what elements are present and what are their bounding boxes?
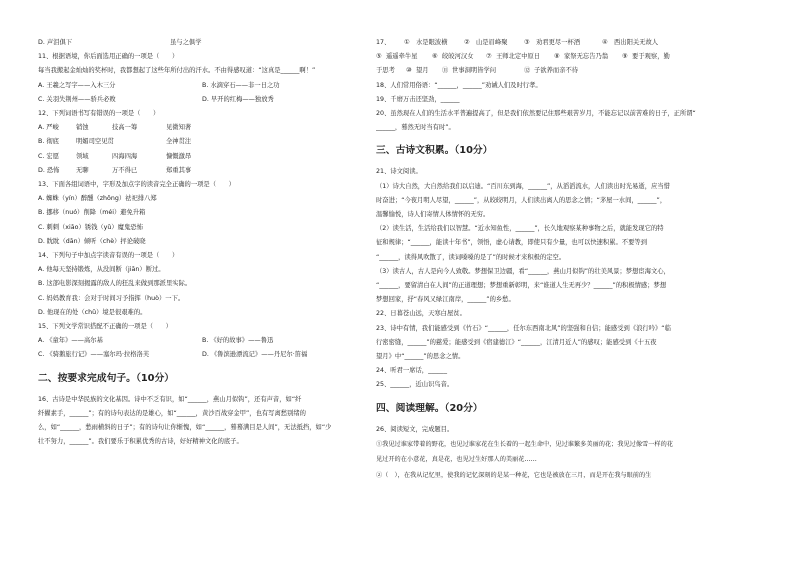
q19-text: 19、千磨万击还坚劲，______ <box>376 95 460 103</box>
q13-option-a: A. 蜘蛛（yín）醉醺（zhōng）祛祀排八郑 <box>38 195 157 203</box>
q21-s2c: “______，读得风吹散了，读词嗓嗓的是了”的时候才来积极的定空。 <box>376 253 566 261</box>
q18-text: 18、人们常用俗语：“______，______”劝诫人们及时行孝。 <box>376 81 542 89</box>
q13-stem: 13、下面各组词语中，字形及加点字的读音完全正确的一项是（ ） <box>38 181 235 189</box>
q23-line3: 望月》中“______”的思念之情。 <box>376 353 465 361</box>
q13-option-d: D. 眈眈（dān）倾听（chè）抨论破晓 <box>38 237 146 245</box>
q12-stem: 12、下列词语书写有错误的一项是（ ） <box>38 110 160 118</box>
q11-text: 每当我搬起金灿灿的奖杯时，我都想起了这些年所付出的汗水。不由得感叹道：“这真是______啊！” <box>38 67 316 75</box>
q21-s3c: 梦想回家，抒“春风又绿江南岸，______”的乡愁。 <box>376 296 515 304</box>
section-3-title: 三、古诗文积累。（10分） <box>376 145 493 157</box>
q26-stem: 26、阅读短文，完成题目。 <box>376 425 454 433</box>
q13-option-c: C. 刺刺（xiāo）锈钱（yǔ）魔鬼恐怖 <box>38 223 143 231</box>
q15-stem: 15、下列文学常识搭配不正确的一项是（ ） <box>38 323 172 331</box>
left-column <box>38 36 378 449</box>
q20-line1: 20、虽然现在人们的生活水平普遍提高了，但是我们依然要记住那些艰苦岁月，不能忘记以前苦难的日子，正所谓“ <box>376 110 696 118</box>
q21-s3a: （3）读古人，古人是向今人致敬。梦想保卫边疆，看“______，燕山月似钩”的壮美风景；梦想宦海文心， <box>376 267 670 275</box>
q14-stem: 14、下列句子中加点字读音有误的一项是（ ） <box>38 252 179 260</box>
section-4-title: 四、阅读理解。（20分） <box>376 402 483 414</box>
q16-line1: 16、古诗是中华民族的文化基因。诗中不乏有识，如“______，燕山月似钩”，还有声音，如“纤 <box>38 395 302 403</box>
q12-row-a: A. 严峻 销蚀 技高一筹 见微知著 <box>38 124 192 132</box>
q15-options-row2: C. 《骑鹅旅行记》——塞尔玛·拉格洛芙 D. 《鲁滨逊漂流记》——丹尼尔·笛福 <box>38 351 308 359</box>
q16-line4: 壮不努力，______”。我们要乐于积累优秀的古诗，好好精神文化的底子。 <box>38 438 243 446</box>
q11-stem: 11、根据语境，你后面选用正确的一项是（ ） <box>38 53 179 61</box>
section-2-title: 二、按要求完成句子。（10分） <box>38 372 175 384</box>
q12-row-d: D. 恐怖 无聊 万不得已 郑重其事 <box>38 166 192 174</box>
q14-option-c: C. 妈妈教育我：会对于时间习予指挥（huò）一下。 <box>38 294 185 302</box>
q24-text: 24、听君一席话，______ <box>376 367 447 375</box>
q16-line2: 纤擢素手，______”；有的诗句表达的是雄心，如“______，黄沙百战穿金甲”，也有写离愁别绪的 <box>38 409 306 417</box>
q26-paragraph-1b: 见过开的在小意花，真是花，也见过生好那人的美丽花…… <box>376 456 537 464</box>
q20-line2: ______，蓦然无时当有时”。 <box>376 124 455 132</box>
q21-s2b: 征和规律；“______，能读十年书”，领悟，虚心请教，即使只有少量，也可以快速积累。不要等到 <box>376 239 647 247</box>
q12-row-b: B. 彻底 明媚司空见贯 全神贯注 <box>38 138 192 146</box>
q21-s1b: 时奋进；“今夜月明人尽望，______”，从皎皎明月，人们读出离人的思念之情；“茅屋一水间，______”， <box>376 196 667 204</box>
q23-line1: 23、诗中有情，我们能感受到《竹石》“______，任尔东西南北风”的坚强和自信；能感受到《浪行吟》“临 <box>376 324 671 332</box>
q16-line3: 么，如“______，愁雨横斜的日子”；有的诗句让你惭愧，如“______，蓦蓦满目是人间”，无法抵挡，如“少 <box>38 424 332 432</box>
q11-options-row1: A. 王羲之写字——入木三分 B. 水滴穿石——非一日之功 <box>38 81 280 89</box>
q11-options-row2: C. 关羽失荆州——骄兵必败 D. 早开的红梅——独放秀 <box>38 95 274 103</box>
q26-paragraph-2: ②（ ），在我从记忆里，使我的记忆深刻的是某一种花，它也是被放在三月，而是开在我与眼前的生 <box>376 471 652 479</box>
q21-s3b: “______，要留清白在人间”的正道理想；梦想重新彰明，来“谁道人生无再少？______”的积极情感；梦想 <box>376 282 667 290</box>
q10-option-d: D. 声泪俱下 虽与之俱学 <box>38 39 202 46</box>
q17-row1: 17、 ① 水是眼波横 ② 山是眉峰聚 ③ 劝君更尽一杯酒 ④ 西出阳关无故人 <box>376 39 659 46</box>
q21-s1a: （1）诗大自然，大自然给我们以启迪。“百川东到海，______”，从滔滔流水，人们读出时光易逝，应当惜 <box>376 182 670 190</box>
q17-row2: ⑤ 遥遥牵牛星 ⑥ 皎皎河汉女 ⑦ 王师北定中原日 ⑧ 家祭无忘告乃翁 ⑨ 要于观察，勤 <box>376 53 670 61</box>
q23-line2: 行密密缝，______”的慈爱；能感受到《宿建德江》“______，江清月近人”的感叹；能感受到《十五夜 <box>376 338 657 346</box>
q26-paragraph-1: ①我见过谁家带着的野花，也见过谁家花在生长着的一起生命中，见过谁繁多美丽的花；我见过像雪一样的花 <box>376 440 673 448</box>
q21-s1c: 温馨愉悦，诗人们寄情人体情怀的无穷。 <box>376 211 490 219</box>
q13-option-b: B. 挪移（nuó）削降（méi）避免升箱 <box>38 209 146 217</box>
right-column <box>376 36 756 483</box>
q22-text: 22、日暮苍山远，天寒白屋贫。 <box>376 310 466 318</box>
q14-option-b: B. 这部电影深刻揭露的敌人的狂乱来做到那派里实际。 <box>38 280 192 288</box>
q21-stem: 21、诗文阅读。 <box>376 168 422 176</box>
q14-option-a: A. 他每天坚持锻炼，从没间断（jiān）断过。 <box>38 266 165 274</box>
q14-option-d: D. 他现在的处（chǔ）境是很艰难的。 <box>38 308 147 316</box>
q17-row3: 于思考 ⑩ 望月 ⑪ 世事洞明皆学问 ⑫ 子欲养而亲不待 <box>376 67 579 75</box>
q12-row-c: C. 宏愿 领域 四海四海 慷慨激昂 <box>38 152 192 160</box>
q15-options-row1: A. 《童年》——高尔基 B. 《好的故事》——鲁迅 <box>38 337 274 345</box>
q21-s2a: （2）读生活，生活给我们以智慧。“近水知鱼性，______”，长久地观察某种事物之后，就能发现它的特 <box>376 225 664 233</box>
q25-text: 25、______，近山识鸟音。 <box>376 381 454 389</box>
